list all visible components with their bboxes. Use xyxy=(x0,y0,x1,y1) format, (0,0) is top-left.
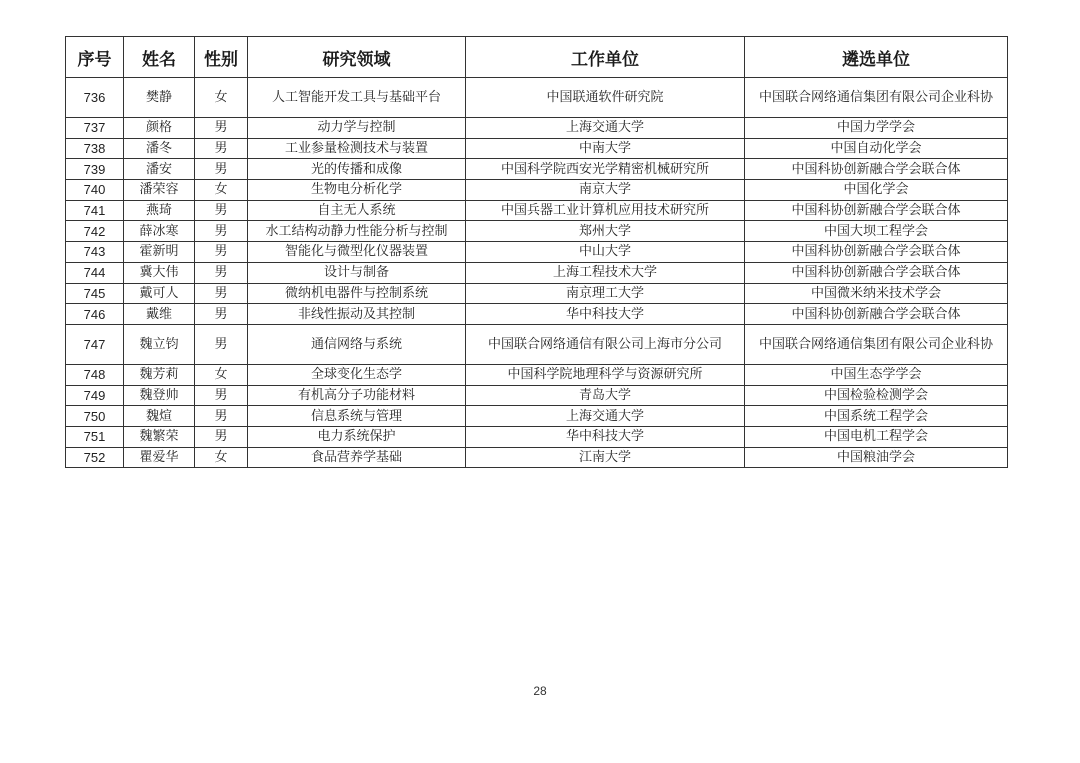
cell-selecting-unit: 中国自动化学会 xyxy=(745,138,1008,159)
cell-selecting-unit: 中国联合网络通信集团有限公司企业科协 xyxy=(745,78,1008,118)
table-row xyxy=(66,242,1008,263)
roster-table xyxy=(65,36,1008,468)
cell-work-unit: 华中科技大学 xyxy=(466,426,745,447)
cell-selecting-unit: 中国电机工程学会 xyxy=(745,426,1008,447)
table-row xyxy=(66,385,1008,406)
cell-index: 752 xyxy=(66,447,124,468)
table-row xyxy=(66,221,1008,242)
cell-name: 魏繁荣 xyxy=(124,426,195,447)
cell-selecting-unit: 中国粮油学会 xyxy=(745,447,1008,468)
cell-gender: 男 xyxy=(195,221,248,242)
cell-selecting-unit: 中国科协创新融合学会联合体 xyxy=(745,304,1008,325)
cell-gender: 女 xyxy=(195,180,248,201)
cell-work-unit: 上海交通大学 xyxy=(466,406,745,427)
cell-name: 薛冰寒 xyxy=(124,221,195,242)
cell-gender: 女 xyxy=(195,364,248,385)
cell-index: 736 xyxy=(66,78,124,118)
cell-gender: 男 xyxy=(195,385,248,406)
cell-index: 750 xyxy=(66,406,124,427)
cell-index: 742 xyxy=(66,221,124,242)
cell-name: 霍新明 xyxy=(124,242,195,263)
cell-name: 魏芳莉 xyxy=(124,364,195,385)
cell-work-unit: 上海工程技术大学 xyxy=(466,262,745,283)
cell-work-unit: 中国科学院地理科学与资源研究所 xyxy=(466,364,745,385)
table-row xyxy=(66,447,1008,468)
cell-selecting-unit: 中国科协创新融合学会联合体 xyxy=(745,262,1008,283)
cell-gender: 女 xyxy=(195,447,248,468)
cell-selecting-unit: 中国科协创新融合学会联合体 xyxy=(745,242,1008,263)
cell-name: 潘冬 xyxy=(124,138,195,159)
cell-research-field: 食品营养学基础 xyxy=(248,447,466,468)
cell-index: 748 xyxy=(66,364,124,385)
cell-research-field: 全球变化生态学 xyxy=(248,364,466,385)
cell-gender: 男 xyxy=(195,242,248,263)
cell-selecting-unit: 中国检验检测学会 xyxy=(745,385,1008,406)
cell-name: 潘安 xyxy=(124,159,195,180)
header-gender: 性别 xyxy=(195,37,248,78)
cell-index: 743 xyxy=(66,242,124,263)
cell-index: 744 xyxy=(66,262,124,283)
cell-selecting-unit: 中国大坝工程学会 xyxy=(745,221,1008,242)
table-row xyxy=(66,180,1008,201)
cell-index: 740 xyxy=(66,180,124,201)
cell-work-unit: 中国兵器工业计算机应用技术研究所 xyxy=(466,200,745,221)
header-work-unit: 工作单位 xyxy=(466,37,745,78)
cell-index: 747 xyxy=(66,324,124,364)
table-row xyxy=(66,200,1008,221)
cell-name: 燕琦 xyxy=(124,200,195,221)
cell-work-unit: 中山大学 xyxy=(466,242,745,263)
cell-index: 746 xyxy=(66,304,124,325)
cell-selecting-unit: 中国生态学学会 xyxy=(745,364,1008,385)
table-header-row xyxy=(66,37,1008,78)
cell-gender: 男 xyxy=(195,426,248,447)
cell-research-field: 有机高分子功能材料 xyxy=(248,385,466,406)
cell-work-unit: 中国联通软件研究院 xyxy=(466,78,745,118)
cell-research-field: 设计与制备 xyxy=(248,262,466,283)
table-row xyxy=(66,159,1008,180)
cell-name: 戴维 xyxy=(124,304,195,325)
cell-gender: 男 xyxy=(195,262,248,283)
cell-research-field: 人工智能开发工具与基础平台 xyxy=(248,78,466,118)
page-number: 28 xyxy=(533,684,547,698)
header-name: 姓名 xyxy=(124,37,195,78)
cell-work-unit: 南京大学 xyxy=(466,180,745,201)
cell-gender: 男 xyxy=(195,159,248,180)
cell-gender: 男 xyxy=(195,118,248,139)
table-row xyxy=(66,78,1008,118)
table-row xyxy=(66,364,1008,385)
cell-research-field: 自主无人系统 xyxy=(248,200,466,221)
cell-work-unit: 南京理工大学 xyxy=(466,283,745,304)
cell-selecting-unit: 中国微米纳米技术学会 xyxy=(745,283,1008,304)
cell-selecting-unit: 中国化学会 xyxy=(745,180,1008,201)
cell-name: 魏立钧 xyxy=(124,324,195,364)
cell-work-unit: 青岛大学 xyxy=(466,385,745,406)
cell-research-field: 动力学与控制 xyxy=(248,118,466,139)
cell-index: 741 xyxy=(66,200,124,221)
cell-work-unit: 中南大学 xyxy=(466,138,745,159)
cell-work-unit: 郑州大学 xyxy=(466,221,745,242)
table-row xyxy=(66,118,1008,139)
cell-name: 樊静 xyxy=(124,78,195,118)
cell-selecting-unit: 中国力学学会 xyxy=(745,118,1008,139)
cell-research-field: 非线性振动及其控制 xyxy=(248,304,466,325)
cell-name: 颜格 xyxy=(124,118,195,139)
cell-research-field: 生物电分析化学 xyxy=(248,180,466,201)
cell-research-field: 微纳机电器件与控制系统 xyxy=(248,283,466,304)
cell-selecting-unit: 中国系统工程学会 xyxy=(745,406,1008,427)
cell-gender: 男 xyxy=(195,200,248,221)
table-row xyxy=(66,262,1008,283)
cell-gender: 男 xyxy=(195,304,248,325)
table-row xyxy=(66,304,1008,325)
cell-index: 745 xyxy=(66,283,124,304)
cell-research-field: 水工结构动静力性能分析与控制 xyxy=(248,221,466,242)
cell-gender: 男 xyxy=(195,324,248,364)
cell-work-unit: 上海交通大学 xyxy=(466,118,745,139)
cell-name: 冀大伟 xyxy=(124,262,195,283)
cell-research-field: 信息系统与管理 xyxy=(248,406,466,427)
cell-name: 戴可人 xyxy=(124,283,195,304)
header-index: 序号 xyxy=(66,37,124,78)
cell-work-unit: 中国科学院西安光学精密机械研究所 xyxy=(466,159,745,180)
cell-index: 739 xyxy=(66,159,124,180)
cell-research-field: 光的传播和成像 xyxy=(248,159,466,180)
cell-research-field: 电力系统保护 xyxy=(248,426,466,447)
cell-gender: 女 xyxy=(195,78,248,118)
table-row xyxy=(66,138,1008,159)
cell-gender: 男 xyxy=(195,406,248,427)
header-selecting-unit: 遴选单位 xyxy=(745,37,1008,78)
cell-research-field: 通信网络与系统 xyxy=(248,324,466,364)
cell-index: 737 xyxy=(66,118,124,139)
header-research-field: 研究领域 xyxy=(248,37,466,78)
table-body xyxy=(66,78,1008,468)
cell-gender: 男 xyxy=(195,138,248,159)
table-row xyxy=(66,406,1008,427)
cell-index: 751 xyxy=(66,426,124,447)
cell-research-field: 工业参量检测技术与装置 xyxy=(248,138,466,159)
table-row xyxy=(66,426,1008,447)
cell-research-field: 智能化与微型化仪器装置 xyxy=(248,242,466,263)
cell-selecting-unit: 中国联合网络通信集团有限公司企业科协 xyxy=(745,324,1008,364)
table-row xyxy=(66,324,1008,364)
cell-name: 瞿爱华 xyxy=(124,447,195,468)
cell-gender: 男 xyxy=(195,283,248,304)
cell-index: 738 xyxy=(66,138,124,159)
cell-name: 魏登帅 xyxy=(124,385,195,406)
cell-name: 潘荣容 xyxy=(124,180,195,201)
cell-selecting-unit: 中国科协创新融合学会联合体 xyxy=(745,200,1008,221)
cell-work-unit: 中国联合网络通信有限公司上海市分公司 xyxy=(466,324,745,364)
cell-index: 749 xyxy=(66,385,124,406)
cell-work-unit: 江南大学 xyxy=(466,447,745,468)
cell-work-unit: 华中科技大学 xyxy=(466,304,745,325)
cell-name: 魏煊 xyxy=(124,406,195,427)
cell-selecting-unit: 中国科协创新融合学会联合体 xyxy=(745,159,1008,180)
table-row xyxy=(66,283,1008,304)
